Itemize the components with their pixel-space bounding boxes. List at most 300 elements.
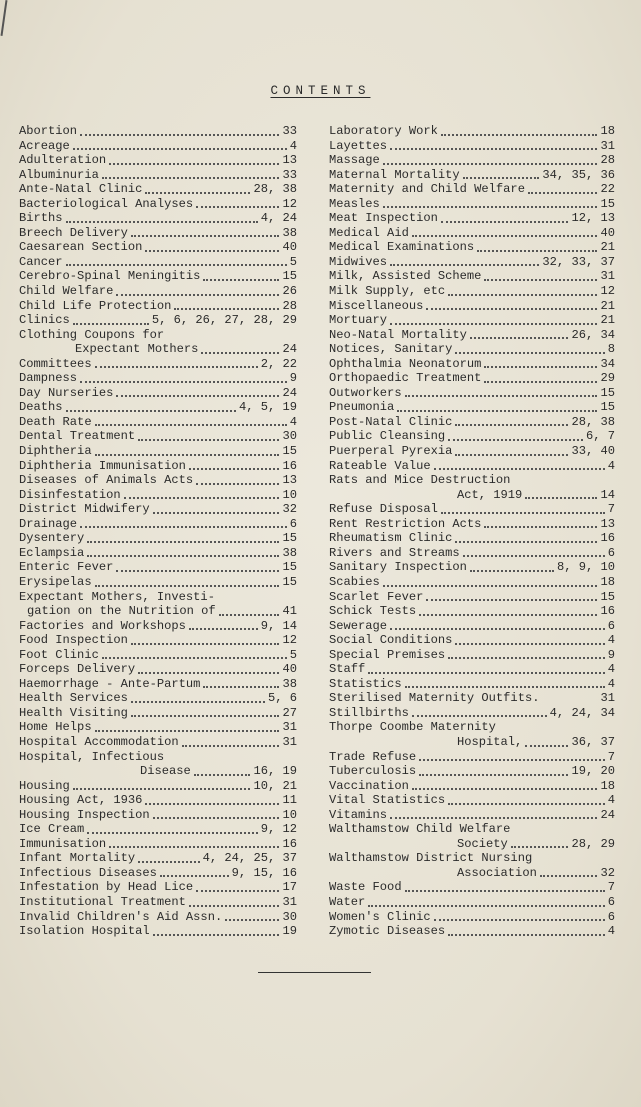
index-entry bbox=[329, 691, 615, 706]
leader-dots bbox=[189, 904, 280, 907]
entry-name: Milk Supply, etc bbox=[329, 284, 446, 299]
entry-page-numbers: 4 bbox=[607, 633, 615, 648]
leader-dots bbox=[455, 351, 604, 354]
leader-dots bbox=[109, 845, 279, 848]
index-entry-heading: Thorpe Coombe Maternity bbox=[329, 720, 496, 735]
entry-name: Drainage bbox=[19, 516, 78, 531]
entry-name: Factories and Workshops bbox=[19, 618, 186, 633]
leader-dots bbox=[95, 729, 280, 732]
leader-dots bbox=[426, 598, 597, 601]
leader-dots bbox=[441, 220, 569, 223]
entry-name: Cancer bbox=[19, 254, 63, 269]
index-entry bbox=[329, 662, 615, 677]
index-entry bbox=[19, 226, 297, 241]
entry-name: Housing bbox=[19, 778, 70, 793]
leader-dots bbox=[80, 380, 287, 383]
leader-dots bbox=[383, 205, 598, 208]
leader-dots bbox=[390, 627, 605, 630]
edge-mark bbox=[1, 0, 8, 36]
index-entry bbox=[19, 895, 297, 910]
entry-name: Births bbox=[19, 211, 63, 226]
entry-page-numbers: 6 bbox=[607, 909, 615, 924]
entry-page-numbers: 28 bbox=[600, 153, 615, 168]
leader-dots bbox=[434, 918, 605, 921]
entry-page-numbers: 13 bbox=[600, 516, 615, 531]
entry-page-numbers: 4 bbox=[607, 662, 615, 677]
index-entry bbox=[19, 168, 297, 183]
entry-page-numbers: 18 bbox=[600, 124, 615, 138]
entry-page-numbers: 4 bbox=[607, 924, 615, 939]
index-entry bbox=[19, 560, 297, 575]
leader-dots bbox=[196, 482, 279, 485]
entry-page-numbers: 18 bbox=[600, 574, 615, 589]
entry-name: Association bbox=[457, 865, 537, 880]
entry-name: Diseases of Animals Acts bbox=[19, 473, 194, 488]
entry-page-numbers: 6 bbox=[289, 516, 297, 531]
index-entry-heading: Clothing Coupons for bbox=[19, 327, 165, 342]
index-entry bbox=[329, 706, 615, 721]
entry-name: Orthopaedic Treatment bbox=[329, 371, 482, 386]
leader-dots bbox=[80, 133, 279, 136]
leader-dots bbox=[116, 569, 279, 572]
index-entry-heading: Rats and Mice Destruction bbox=[329, 473, 511, 488]
index-entry bbox=[19, 240, 297, 255]
leader-dots bbox=[463, 176, 540, 179]
entry-name: Health Visiting bbox=[19, 705, 128, 720]
entry-page-numbers: 28 bbox=[282, 298, 297, 313]
index-entry bbox=[329, 808, 615, 823]
entry-page-numbers: 13 bbox=[282, 153, 297, 168]
index-entry bbox=[19, 604, 297, 619]
leader-dots bbox=[95, 423, 287, 426]
entry-page-numbers: 26 bbox=[282, 284, 297, 299]
entry-name: Stillbirths bbox=[329, 705, 409, 720]
index-entry bbox=[329, 590, 615, 605]
entry-page-numbers: 24 bbox=[600, 807, 615, 822]
leader-dots bbox=[540, 874, 598, 877]
leader-dots bbox=[160, 874, 229, 877]
index-entry bbox=[329, 517, 615, 532]
entry-name: Post-Natal Clinic bbox=[329, 414, 453, 429]
index-entry bbox=[19, 575, 297, 590]
entry-page-numbers: 4 bbox=[289, 138, 297, 153]
entry-page-numbers: 4 bbox=[289, 414, 297, 429]
leader-dots bbox=[412, 714, 547, 717]
index-entry bbox=[19, 342, 297, 357]
entry-page-numbers: 31 bbox=[600, 269, 615, 284]
leader-dots bbox=[102, 656, 287, 659]
leader-dots bbox=[73, 147, 287, 150]
leader-dots bbox=[80, 525, 287, 528]
entry-page-numbers: 5, 6 bbox=[267, 691, 297, 706]
entry-name: Housing Inspection bbox=[19, 807, 150, 822]
index-entry bbox=[19, 793, 297, 808]
entry-name: Eclampsia bbox=[19, 545, 85, 560]
leader-dots bbox=[196, 889, 279, 892]
index-entry bbox=[19, 706, 297, 721]
leader-dots bbox=[66, 409, 236, 412]
index-entry bbox=[329, 604, 615, 619]
entry-name: Forceps Delivery bbox=[19, 662, 136, 677]
entry-name: District Midwifery bbox=[19, 502, 150, 517]
index-entry bbox=[329, 560, 615, 575]
entry-name: Erysipelas bbox=[19, 574, 92, 589]
entry-name: Adulteration bbox=[19, 153, 107, 168]
leader-dots bbox=[368, 904, 604, 907]
entry-name: Diphtheria bbox=[19, 444, 92, 459]
entry-name: Child Life Protection bbox=[19, 298, 172, 313]
index-entry bbox=[329, 895, 615, 910]
entry-page-numbers: 6 bbox=[607, 545, 615, 560]
entry-page-numbers: 4, 5, 19 bbox=[238, 400, 297, 415]
index-entry bbox=[19, 822, 297, 837]
entry-page-numbers: 8 bbox=[607, 342, 615, 357]
index-entry bbox=[329, 197, 615, 212]
entry-name: Zymotic Diseases bbox=[329, 924, 446, 939]
entry-page-numbers: 10 bbox=[282, 487, 297, 502]
index-entry bbox=[19, 633, 297, 648]
leader-dots bbox=[397, 409, 597, 412]
index-entry bbox=[329, 299, 615, 314]
leader-dots bbox=[484, 278, 597, 281]
leader-dots bbox=[448, 293, 597, 296]
index-entry bbox=[19, 444, 297, 459]
entry-name: Rateable Value bbox=[329, 458, 431, 473]
leader-dots bbox=[426, 307, 597, 310]
index-entry-heading: Walthamstow District Nursing bbox=[329, 851, 533, 866]
entry-name: Albuminuria bbox=[19, 167, 99, 182]
entry-name: Rheumatism Clinic bbox=[329, 531, 453, 546]
entry-name: gation on the Nutrition of bbox=[27, 604, 216, 619]
entry-name: Health Services bbox=[19, 691, 128, 706]
entry-page-numbers: 28, 38 bbox=[571, 414, 615, 429]
leader-dots bbox=[95, 365, 258, 368]
entry-page-numbers: 34 bbox=[600, 356, 615, 371]
index-entry bbox=[329, 182, 615, 197]
leader-dots bbox=[196, 205, 279, 208]
index-entry bbox=[329, 124, 615, 139]
entry-name: Schick Tests bbox=[329, 604, 417, 619]
entry-page-numbers: 12 bbox=[600, 284, 615, 299]
entry-page-numbers: 30 bbox=[282, 429, 297, 444]
entry-name: Ophthalmia Neonatorum bbox=[329, 356, 482, 371]
leader-dots bbox=[470, 336, 569, 339]
index-entry bbox=[329, 139, 615, 154]
entry-page-numbers: 31 bbox=[282, 720, 297, 735]
index-entry bbox=[329, 910, 615, 925]
leader-dots bbox=[525, 496, 597, 499]
entry-name: Medical Aid bbox=[329, 225, 409, 240]
entry-page-numbers: 27 bbox=[282, 705, 297, 720]
index-entry bbox=[19, 779, 297, 794]
entry-page-numbers: 34, 35, 36 bbox=[542, 167, 615, 182]
leader-dots bbox=[153, 816, 280, 819]
index-entry bbox=[19, 691, 297, 706]
leader-dots bbox=[441, 511, 605, 514]
index-entry bbox=[19, 502, 297, 517]
entry-name: Trade Refuse bbox=[329, 749, 417, 764]
entry-page-numbers: 9 bbox=[607, 647, 615, 662]
leader-dots bbox=[448, 802, 605, 805]
leader-dots bbox=[95, 453, 280, 456]
entry-page-numbers: 9, 15, 16 bbox=[231, 865, 297, 880]
leader-dots bbox=[463, 554, 605, 557]
index-entry-heading: Expectant Mothers, Investi- bbox=[19, 589, 215, 604]
index-entry bbox=[19, 866, 297, 881]
index-entry bbox=[329, 459, 615, 474]
leader-dots bbox=[194, 773, 251, 776]
entry-page-numbers: 31 bbox=[282, 894, 297, 909]
entry-page-numbers: 7 bbox=[607, 749, 615, 764]
index-entry bbox=[19, 371, 297, 386]
entry-name: Abortion bbox=[19, 124, 78, 138]
entry-name: Vitamins bbox=[329, 807, 388, 822]
entry-page-numbers: 22 bbox=[600, 182, 615, 197]
leader-dots bbox=[201, 351, 279, 354]
index-entry-heading: Hospital, Infectious bbox=[19, 749, 165, 764]
entry-name: Rivers and Streams bbox=[329, 545, 460, 560]
entry-page-numbers: 36, 37 bbox=[571, 734, 615, 749]
index-entry bbox=[329, 866, 615, 881]
leader-dots bbox=[189, 467, 280, 470]
leader-dots bbox=[455, 540, 597, 543]
entry-page-numbers: 40 bbox=[282, 240, 297, 255]
entry-page-numbers: 7 bbox=[607, 502, 615, 517]
leader-dots bbox=[95, 584, 280, 587]
leader-dots bbox=[484, 380, 597, 383]
index-left-column bbox=[19, 124, 297, 939]
entry-page-numbers: 4, 24, 25, 37 bbox=[202, 851, 297, 866]
index-entry bbox=[19, 255, 297, 270]
leader-dots bbox=[383, 584, 598, 587]
leader-dots bbox=[116, 293, 279, 296]
entry-page-numbers: 19, 20 bbox=[571, 764, 615, 779]
entry-name: Infant Mortality bbox=[19, 851, 136, 866]
entry-page-numbers: 7 bbox=[607, 880, 615, 895]
entry-page-numbers: 12 bbox=[282, 633, 297, 648]
leader-dots bbox=[73, 322, 149, 325]
leader-dots bbox=[138, 860, 200, 863]
index-entry bbox=[19, 182, 297, 197]
leader-dots bbox=[477, 249, 597, 252]
entry-page-numbers: 24 bbox=[282, 385, 297, 400]
entry-name: Scarlet Fever bbox=[329, 589, 424, 604]
index-entry bbox=[329, 880, 615, 895]
index-entry bbox=[19, 313, 297, 328]
index-entry bbox=[329, 284, 615, 299]
index-entry bbox=[19, 924, 297, 939]
entry-page-numbers: 6, 7 bbox=[585, 429, 615, 444]
leader-dots bbox=[145, 249, 279, 252]
entry-name: Enteric Fever bbox=[19, 560, 114, 575]
index-entry bbox=[19, 517, 297, 532]
entry-page-numbers: 4 bbox=[607, 458, 615, 473]
entry-page-numbers: 15 bbox=[282, 531, 297, 546]
entry-name: Caesarean Section bbox=[19, 240, 143, 255]
entry-page-numbers: 31 bbox=[282, 734, 297, 749]
entry-page-numbers: 21 bbox=[600, 298, 615, 313]
entry-page-numbers: 10 bbox=[282, 807, 297, 822]
entry-name: Special Premises bbox=[329, 647, 446, 662]
leader-dots bbox=[145, 191, 250, 194]
index-entry bbox=[19, 124, 297, 139]
index-entry bbox=[329, 924, 615, 939]
entry-page-numbers: 17 bbox=[282, 880, 297, 895]
leader-dots bbox=[145, 802, 279, 805]
index-entry bbox=[329, 793, 615, 808]
entry-page-numbers: 15 bbox=[282, 269, 297, 284]
index-entry bbox=[19, 357, 297, 372]
leader-dots bbox=[182, 744, 280, 747]
leader-dots bbox=[131, 714, 280, 717]
leader-dots bbox=[405, 685, 605, 688]
entry-name: Meat Inspection bbox=[329, 211, 438, 226]
entry-name: Laboratory Work bbox=[329, 124, 438, 138]
entry-page-numbers: 16 bbox=[600, 604, 615, 619]
leader-dots bbox=[203, 278, 279, 281]
entry-name: Immunisation bbox=[19, 836, 107, 851]
leader-dots bbox=[455, 423, 568, 426]
entry-page-numbers: 9 bbox=[289, 371, 297, 386]
entry-name: Layettes bbox=[329, 138, 388, 153]
entry-page-numbers: 38 bbox=[282, 545, 297, 560]
leader-dots bbox=[390, 816, 597, 819]
index-entry bbox=[329, 357, 615, 372]
leader-dots bbox=[225, 918, 279, 921]
index-entry bbox=[329, 269, 615, 284]
index-entry bbox=[19, 400, 297, 415]
entry-name: Milk, Assisted Scheme bbox=[329, 269, 482, 284]
entry-page-numbers: 12 bbox=[282, 196, 297, 211]
index-entry bbox=[19, 808, 297, 823]
entry-page-numbers: 4 bbox=[607, 793, 615, 808]
index-entry bbox=[19, 429, 297, 444]
leader-dots bbox=[153, 933, 280, 936]
entry-name: Infestation by Head Lice bbox=[19, 880, 194, 895]
index-entry bbox=[329, 400, 615, 415]
index-entry bbox=[329, 226, 615, 241]
leader-dots bbox=[87, 540, 279, 543]
entry-name: Maternity and Child Welfare bbox=[329, 182, 525, 197]
index-entry bbox=[19, 153, 297, 168]
index-entry bbox=[329, 735, 615, 750]
leader-dots bbox=[73, 787, 251, 790]
leader-dots bbox=[448, 656, 605, 659]
entry-page-numbers: 10, 21 bbox=[253, 778, 297, 793]
index-entry bbox=[329, 415, 615, 430]
entry-name: Acreage bbox=[19, 138, 70, 153]
index-entry bbox=[329, 546, 615, 561]
entry-page-numbers: 5 bbox=[289, 254, 297, 269]
entry-page-numbers: 15 bbox=[282, 560, 297, 575]
entry-name: Child Welfare bbox=[19, 284, 114, 299]
entry-name: Food Inspection bbox=[19, 633, 128, 648]
leader-dots bbox=[434, 467, 605, 470]
entry-name: Puerperal Pyrexia bbox=[329, 444, 453, 459]
leader-dots bbox=[419, 758, 605, 761]
entry-name: Institutional Treatment bbox=[19, 894, 186, 909]
entry-name: Ice Cream bbox=[19, 822, 85, 837]
leader-dots bbox=[470, 569, 554, 572]
leader-dots bbox=[441, 133, 598, 136]
leader-dots bbox=[390, 322, 597, 325]
closing-rule bbox=[258, 972, 371, 973]
index-entry bbox=[329, 255, 615, 270]
index-entry bbox=[19, 139, 297, 154]
entry-name: Hospital Accommodation bbox=[19, 734, 179, 749]
index-entry bbox=[19, 648, 297, 663]
entry-page-numbers: 38 bbox=[282, 225, 297, 240]
entry-name: Ante-Natal Clinic bbox=[19, 182, 143, 197]
entry-page-numbers: 33 bbox=[282, 124, 297, 138]
entry-page-numbers: 4 bbox=[607, 676, 615, 691]
page-title: CONTENTS bbox=[270, 84, 371, 98]
leader-dots bbox=[138, 438, 279, 441]
entry-name: Pneumonia bbox=[329, 400, 395, 415]
entry-page-numbers: 41 bbox=[282, 604, 297, 619]
leader-dots bbox=[153, 511, 280, 514]
entry-page-numbers: 16 bbox=[282, 458, 297, 473]
index-entry bbox=[19, 662, 297, 677]
entry-page-numbers: 31 bbox=[600, 691, 615, 706]
entry-page-numbers: 15 bbox=[600, 589, 615, 604]
entry-name: Sewerage bbox=[329, 618, 388, 633]
entry-name: Death Rate bbox=[19, 414, 92, 429]
index-entry bbox=[329, 371, 615, 386]
leader-dots bbox=[368, 671, 604, 674]
entry-page-numbers: 9, 12 bbox=[260, 822, 297, 837]
entry-name: Act, 1919 bbox=[457, 487, 523, 502]
entry-name: Housing Act, 1936 bbox=[19, 793, 143, 808]
entry-page-numbers: 15 bbox=[282, 574, 297, 589]
index-entry bbox=[329, 633, 615, 648]
index-entry bbox=[19, 764, 297, 779]
entry-name: Mortuary bbox=[329, 313, 388, 328]
leader-dots bbox=[116, 394, 279, 397]
entry-name: Dampness bbox=[19, 371, 78, 386]
entry-name: Scabies bbox=[329, 574, 380, 589]
index-entry bbox=[329, 575, 615, 590]
entry-page-numbers: 26, 34 bbox=[571, 327, 615, 342]
leader-dots bbox=[174, 307, 279, 310]
entry-name: Waste Food bbox=[329, 880, 402, 895]
entry-name: Committees bbox=[19, 356, 92, 371]
entry-page-numbers: 12, 13 bbox=[571, 211, 615, 226]
leader-dots bbox=[66, 220, 258, 223]
leader-dots bbox=[390, 147, 597, 150]
entry-name: Disease bbox=[140, 764, 191, 779]
index-entry bbox=[19, 546, 297, 561]
index-entry bbox=[19, 269, 297, 284]
index-right-column bbox=[329, 124, 615, 939]
index-entry bbox=[19, 837, 297, 852]
entry-name: Home Helps bbox=[19, 720, 92, 735]
entry-name: Public Cleansing bbox=[329, 429, 446, 444]
entry-name: Foot Clinic bbox=[19, 647, 99, 662]
index-entry bbox=[329, 211, 615, 226]
leader-dots bbox=[511, 845, 569, 848]
entry-name: Hospital, bbox=[457, 734, 523, 749]
entry-name: Day Nurseries bbox=[19, 385, 114, 400]
leader-dots bbox=[405, 889, 605, 892]
entry-page-numbers: 11 bbox=[282, 793, 297, 808]
entry-page-numbers: 38 bbox=[282, 676, 297, 691]
entry-name: Medical Examinations bbox=[329, 240, 475, 255]
entry-page-numbers: 16 bbox=[282, 836, 297, 851]
index-entry bbox=[329, 328, 615, 343]
entry-page-numbers: 19 bbox=[282, 924, 297, 939]
index-entry bbox=[329, 488, 615, 503]
